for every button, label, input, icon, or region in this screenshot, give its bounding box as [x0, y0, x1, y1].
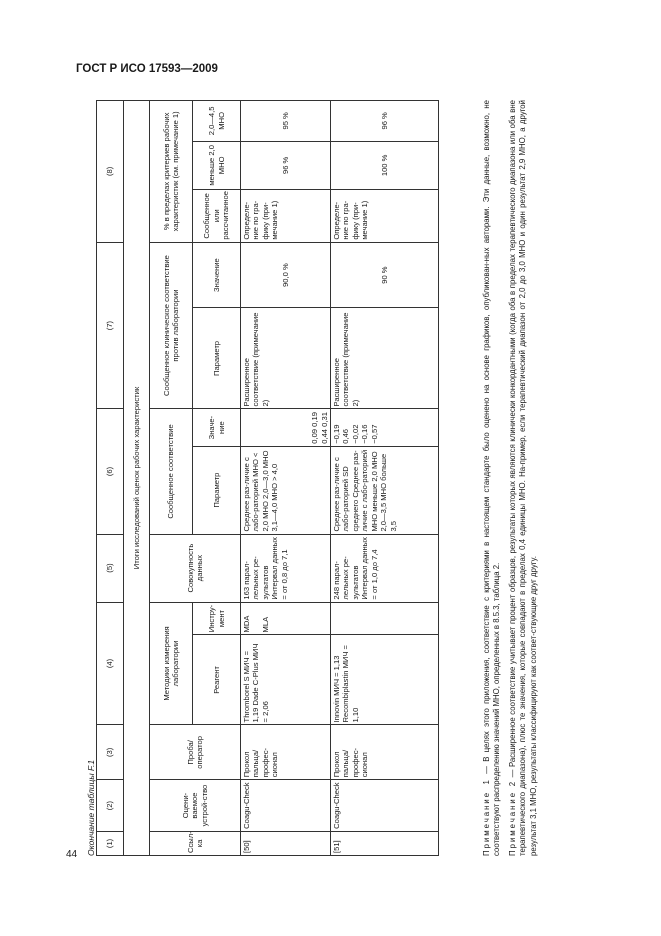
- table-row: [331, 101, 439, 856]
- colnum: (1): [97, 831, 124, 855]
- header-agreement: Сообщенное соответствие: [150, 409, 193, 534]
- cell-instrument: [331, 602, 439, 635]
- table-continuation-label: Окончание таблицы F.1: [86, 759, 96, 856]
- header-instrument: Инстру-мент: [193, 602, 241, 635]
- results-table: [96, 100, 439, 856]
- cell-ref: [51]: [331, 831, 439, 855]
- colnum: (5): [97, 534, 124, 602]
- instrument-1: MDA: [242, 615, 251, 633]
- cell-device: Coagu-Check: [241, 780, 331, 832]
- cell-ref: [50]: [241, 831, 331, 855]
- cell-param6: Среднее раз-личие с лабо-раторией SD среднего Среднее раз-личие с лабо-раторией МНО меньше 2,0 МНО 2,0—3,5 МНО больше 3,5: [331, 446, 439, 534]
- cell-value7: 90,0 %: [241, 242, 331, 308]
- cell-range: 95 %: [241, 101, 331, 142]
- header-lt2: меньше 2,0 МНО: [193, 141, 241, 189]
- cell-device: Coagu-Check: [331, 780, 439, 832]
- cell-reagent: Thromborel S МИЧ = 1,19 Dade C-Plus МИЧ = 2,06: [241, 635, 331, 725]
- colnum: (8): [97, 101, 124, 243]
- header-percent: % в пределах критериев рабочих характеристик (см. примечание 1): [150, 101, 193, 243]
- table-subtitle: Итоги исследований оценок рабочих характеристик: [124, 101, 150, 856]
- note-1: [482, 100, 503, 856]
- header-method: Методики измерения лаборатории: [150, 602, 193, 725]
- column-number-row: [97, 101, 124, 856]
- table-row: [241, 101, 331, 856]
- cell-data: 248 парал-лельных ре-зультатов Интервал данных = от 1,0 до 7,4: [331, 534, 439, 602]
- cell-lt2: 96 %: [241, 141, 331, 189]
- header-row-group: [150, 101, 193, 856]
- cell-param7: Расширенное соответствие (примечание 2): [241, 308, 331, 409]
- cell-param6: Среднее раз-личие с лабо-раторией МНО < 2,0 МНО 2,0—3,0 МНО 3,1—4,0 МНО > 4,0: [241, 446, 331, 534]
- cell-param7: Расширенное соответствие (примечание 2): [331, 308, 439, 409]
- cell-value6: −0,19 0,46 −0,02 −0,16 −0,57: [331, 409, 439, 446]
- header-value6: Значе-ние: [193, 409, 241, 446]
- colnum: (2): [97, 780, 124, 832]
- cell-instrument: [241, 602, 331, 635]
- page-number: 44: [66, 849, 78, 860]
- colnum: (4): [97, 602, 124, 725]
- cell-range: 96 %: [331, 101, 439, 142]
- header-sample: Проба/ оператор: [150, 725, 241, 780]
- header-value7: Значение: [193, 242, 241, 308]
- document-header: ГОСТ Р ИСО 17593—2009: [76, 63, 218, 75]
- header-param6: Параметр: [193, 446, 241, 534]
- cell-value7: 90 %: [331, 242, 439, 308]
- header-reagent: Реагент: [193, 635, 241, 725]
- cell-sample: Прокол пальца/ профес-сионал: [331, 725, 439, 780]
- colnum: (3): [97, 725, 124, 780]
- cell-reported: Определе-ние по гра-фику (при-мечание 1): [241, 190, 331, 243]
- note-2-label: Примечание 2: [508, 779, 517, 856]
- cell-lt2: 100 %: [331, 141, 439, 189]
- note-2: [508, 100, 539, 856]
- cell-reported: Определе-ние по гра-фику (при-мечание 1): [331, 190, 439, 243]
- header-device: Оцени-ваемое устрой-ство: [150, 780, 241, 832]
- rotated-table-block: [84, 100, 546, 856]
- header-reported: Сообщенное или рассчитанное: [193, 190, 241, 243]
- header-param7: Параметр: [193, 308, 241, 409]
- note-2-text: — Расширенное соответствие учитывает процент образцов, результаты которых являются клинически конкордантными (когда оба в пределах терапевтического диапазона или оба вне терапевтического диапазона), плюс те значения, которые совпадают в пределах 0,4 единицы МНО. На-пример, если терапевтический диапазон от 2,0 до 3,0 МНО и один результат 2,9 МНО, а другой результат 3,1 МНО, результаты классифицируют как соответ-ствующие друг другу.: [508, 100, 538, 856]
- cell-value6: 0,09 0,19 0,44 0,31: [241, 409, 331, 446]
- header-range: 2,0—4,5 МНО: [193, 101, 241, 142]
- header-data: Совокупность данных: [150, 534, 241, 602]
- note-1-label: Примечание 1: [482, 778, 491, 856]
- colnum: (6): [97, 409, 124, 534]
- header-ref: Ссыл-ка: [150, 831, 241, 855]
- cell-reagent: Innovin МИЧ = 1,13 Recombiplastin МИЧ = 1,10: [331, 635, 439, 725]
- note-1-text: — В целях этого приложения, соответствие с критериями в настоящем стандарте было оценено на основе графиков, опубликован-ных авторами. Эти данные, возможно, не соответствуют распределению значений МНО, определенных в 8.5.3, таблица 2.: [482, 100, 502, 856]
- colnum: (7): [97, 242, 124, 409]
- header-clinical: Сообщенное клиническое соответствие против лаборатории: [150, 242, 193, 409]
- cell-sample: Прокол пальца/ профес-сионал: [241, 725, 331, 780]
- cell-data: 163 парал-лельных ре-зультатов Интервал данных = от 0,8 до 7,1: [241, 534, 331, 602]
- instrument-2: MLA: [260, 616, 270, 633]
